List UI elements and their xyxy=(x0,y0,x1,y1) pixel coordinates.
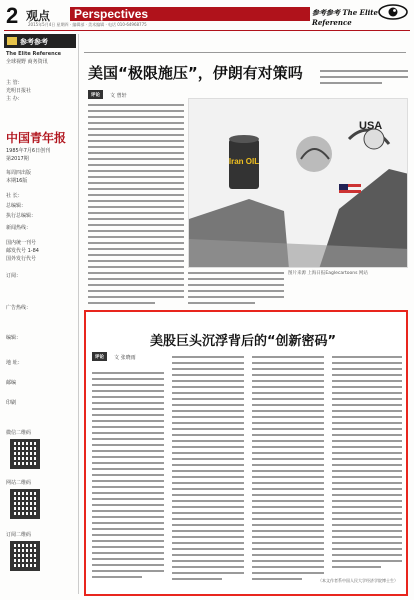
left-info-column xyxy=(4,34,76,596)
left-item: 光明日报社 xyxy=(6,88,32,94)
header-rule xyxy=(4,30,410,31)
cartoon-illustration xyxy=(188,98,408,268)
section-label-en: Perspectives xyxy=(74,7,149,21)
left-item: 订阅： xyxy=(6,273,22,279)
left-item: 新闻热线： xyxy=(6,225,32,231)
qr-code-icon[interactable] xyxy=(10,489,40,519)
cartoon-drawing xyxy=(189,99,408,268)
left-item: 广告热线： xyxy=(6,305,32,311)
article-body xyxy=(252,356,324,584)
left-item: 总编辑： xyxy=(6,203,27,209)
left-item: 第2017期 xyxy=(6,156,29,162)
left-item: 印刷 xyxy=(6,400,17,406)
page-header xyxy=(0,0,414,32)
boxed-article-title[interactable]: 美股巨头沉浮背后的“创新密码” xyxy=(150,334,337,349)
masthead-red: 中国青年报 xyxy=(6,131,67,145)
header-meta: 2015年5月4日 星期四 · 编辑部 · 美术编辑 · 电话 010-64968775 xyxy=(28,22,147,27)
article-body xyxy=(320,70,408,88)
box-footnote: （本文作者系中国人民大学经济学院博士生） xyxy=(318,578,398,583)
qr-label: 订阅二维码 xyxy=(6,532,32,538)
article-body xyxy=(92,372,164,582)
left-item: 1985年7月6日创刊 xyxy=(6,148,51,154)
qr-label: 微信二维码 xyxy=(6,430,32,436)
left-item: 邮编 xyxy=(6,380,17,386)
article-body xyxy=(172,356,244,584)
author-tag: 评论 xyxy=(92,352,107,361)
left-item: 执行总编辑： xyxy=(6,213,37,219)
illustration-caption: 图片来源 上海日报Eaglecartoons 网站 xyxy=(288,271,368,276)
brand-name: 参考参考 The Elite Reference xyxy=(312,8,378,27)
left-logo-text: 参考参考 xyxy=(20,38,48,46)
left-item: 主 办： xyxy=(6,96,23,102)
article-body xyxy=(188,272,284,308)
left-item: 每周四出版 xyxy=(6,170,32,176)
article-body xyxy=(332,356,402,572)
barrel-label: Iran OIL xyxy=(228,157,260,166)
section-label-cn: 观点 xyxy=(26,9,51,23)
left-motto: 全球视野 商务资讯 xyxy=(6,59,48,65)
left-item: 国内统一刊号 xyxy=(6,240,37,246)
left-item: 社 长： xyxy=(6,193,23,199)
qr-code-icon[interactable] xyxy=(10,541,40,571)
left-item: 国外发行代号 xyxy=(6,256,37,262)
country-label: USA xyxy=(359,120,383,132)
top-article-title[interactable]: 美国“极限施压”，伊朗有对策吗 xyxy=(88,64,303,82)
left-logo xyxy=(4,34,76,48)
title-rule xyxy=(84,52,406,53)
author-name: 文 曾轩 xyxy=(110,93,127,99)
qr-code-icon[interactable] xyxy=(10,439,40,469)
left-item: 编辑： xyxy=(6,335,22,341)
left-item: 地 址： xyxy=(6,360,23,366)
logo-mark-icon xyxy=(7,37,17,45)
article-body xyxy=(88,272,184,308)
qr-label: 网站二维码 xyxy=(6,480,32,486)
left-item: 邮发代号 1-84 xyxy=(6,248,39,254)
eye-logo-icon xyxy=(378,4,408,20)
author-tag: 评论 xyxy=(88,90,103,99)
column-divider xyxy=(78,34,79,594)
author-name: 文 张晓雨 xyxy=(114,355,136,361)
left-item: 本期16版 xyxy=(6,178,28,184)
left-logo-en: The Elite Reference xyxy=(6,51,62,57)
left-item: 主 管： xyxy=(6,80,23,86)
page-number: 2 xyxy=(6,3,19,28)
